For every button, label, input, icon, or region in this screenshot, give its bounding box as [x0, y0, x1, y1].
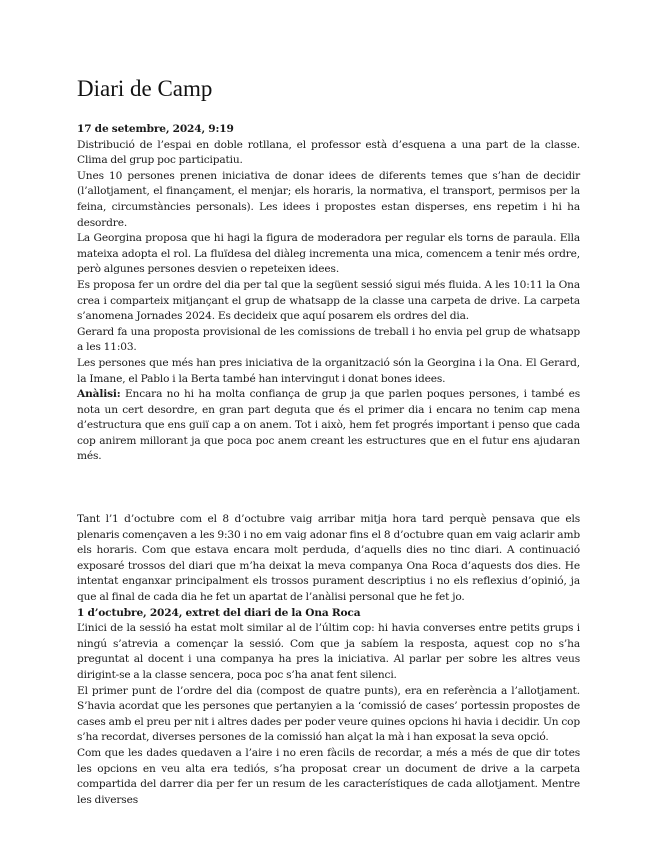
- intro-paragraph: Tant l’1 d’octubre com el 8 d’octubre vaig arribar mitja hora tard perquè pensava que els plenaris començaven a les 9:30 i no em vaig adonar fins el 8 d’octubre quan em vaig aclarir amb els horaris. Com que estava encara molt perduda, d’aquells dies no tinc diari. A continuació exposaré trossos del diari que m’ha deixat la meva companya Ona Roca d’aquests dos dies. He intentat enganxar principalment els trossos purament descriptius i no els reflexius d’opinió, ja que al final de cada dia he fet un apartat de l’anàlisi personal que he fet jo.: [77, 513, 580, 604]
- analysis-paragraph: [77, 387, 580, 465]
- paragraph: El primer punt de l’ordre del dia (compost de quatre punts), era en referència a l’allotjament. S’havia acordat que les persones que pertanyien a la ‘comissió de cases’ portessin propostes de cases amb el preu per nit i altres dades per poder veure quines opcions hi havia i decidir. Un cop s’ha recordat, diverses persones de la comissió han alçat la mà i han exposat la seva opció.: [77, 684, 580, 744]
- document-title: Diari de Camp: [77, 76, 213, 101]
- entry-heading: 1 d’octubre, 2024, extret del diari de la Ona Roca: [77, 606, 361, 619]
- paragraph: Les persones que més han pres iniciativa de la organització són la Georgina i la Ona. El Gerard, la Imane, el Pablo i la Berta també han intervingut i donat bones idees.: [77, 356, 580, 385]
- section-spacer: [77, 465, 580, 512]
- entry-octubre: [77, 512, 580, 808]
- analysis-text: Encara no hi ha molta confiança de grup ja que parlen poques persones, i també es nota un cert desordre, en gran part deguta que és el primer dia i encara no tenim cap mena d’estructura que ens guiï cap a on anem. Tot i això, hem fet progrés important i penso que cada cop anirem millorant ja que poca poc anem creant les estructures que en el futur ens ajudaran més.: [77, 388, 580, 463]
- paragraph: Es proposa fer un ordre del dia per tal que la següent sessió sigui més fluida. A les 10:11 la Ona crea i comparteix mitjançant el grup de whatsapp de la classe una carpeta de drive. La carpeta s’anomena Jornades 2024. Es decideix que aquí posarem els ordres del dia.: [77, 278, 580, 323]
- analysis-label: Anàlisi:: [77, 388, 121, 401]
- paragraph: Unes 10 persones prenen iniciativa de donar idees de diferents temes que s’han de decidir (l’allotjament, el finançament, el menjar; els horaris, la normativa, el transport, permisos per la feina, circumstàncies personals). Les idees i propostes estan disperses, ens repetim i hi ha desordre.: [77, 169, 580, 229]
- entry-heading: 17 de setembre, 2024, 9:19: [77, 123, 234, 135]
- paragraph: Gerard fa una proposta provisional de les comissions de treball i ho envia pel grup de whatsapp a les 11:03.: [77, 325, 580, 354]
- paragraph: Com que les dades quedaven a l’aire i no eren fàcils de recordar, a més a més de que dir totes les opcions en veu alta era tediós, s’ha proposat crear un document de drive a la carpeta compartida del darrer dia per fer un resum de les característiques de cada allotjament. Mentre les diverses: [77, 746, 580, 806]
- paragraph: L’inici de la sessió ha estat molt similar al de l’últim cop: hi havia converses entre petits grups i ningú s’atrevia a començar la sessió. Com que ja sabíem la resposta, aquest cop no s’ha preguntat al docent i una companya ha pres la iniciativa. Al parlar per sobre les altres veus dirigint-se a la classe sencera, poca poc s’ha anat fent silenci.: [77, 622, 580, 681]
- paragraph: La Georgina proposa que hi hagi la figura de moderadora per regular els torns de paraula. Ella mateixa adopta el rol. La fluïdesa del diàleg incrementa una mica, comencem a tenir més ordre, però algunes persones desvien o repeteixen idees.: [77, 232, 580, 276]
- paragraph: Distribució de l’espai en doble rotllana, el professor està d’esquena a una part de la classe. Clima del grup poc participatiu.: [77, 138, 580, 167]
- entry-17-setembre: [77, 122, 580, 465]
- document-page: [77, 74, 580, 808]
